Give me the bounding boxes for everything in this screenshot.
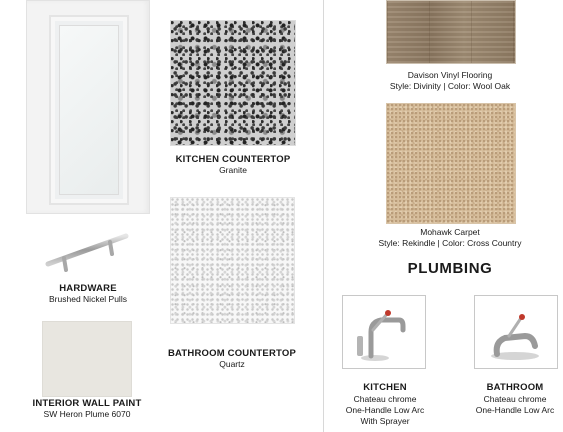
column-divider: [323, 0, 324, 432]
hardware-title: HARDWARE: [59, 283, 117, 294]
bathroom-faucet-line1: Chateau chrome: [483, 394, 547, 404]
kitchen-faucet-icon: [343, 296, 425, 368]
cabinet-door-image: [26, 0, 150, 214]
bathroom-faucet-icon: [475, 296, 557, 368]
paint-detail: SW Heron Plume 6070: [43, 409, 131, 419]
hardware-detail: Brushed Nickel Pulls: [49, 294, 127, 304]
kitchen-faucet-title: KITCHEN: [363, 382, 407, 393]
paint-title: INTERIOR WALL PAINT: [32, 398, 142, 409]
flooring-title: Davison Vinyl Flooring: [407, 70, 493, 80]
carpet-swatch: [386, 103, 516, 224]
vinyl-flooring-swatch: [386, 0, 516, 64]
paint-swatch: [42, 321, 132, 397]
carpet-detail: Style: Rekindle | Color: Cross Country: [378, 238, 522, 248]
granite-swatch: [170, 20, 296, 146]
quartz-swatch: [170, 197, 295, 324]
bathroom-countertop-title: BATHROOM COUNTERTOP: [167, 348, 296, 359]
kitchen-countertop-material: Granite: [219, 165, 247, 175]
kitchen-faucet-line3: With Sprayer: [360, 416, 410, 426]
bathroom-faucet-image: [474, 295, 558, 369]
cabinet-glass-panel: [59, 25, 119, 195]
plumbing-heading: PLUMBING: [407, 260, 493, 277]
kitchen-countertop-title: KITCHEN COUNTERTOP: [175, 154, 291, 165]
bathroom-countertop-material: Quartz: [219, 359, 245, 369]
kitchen-faucet-image: [342, 295, 426, 369]
kitchen-faucet-line2: One-Handle Low Arc: [345, 405, 425, 415]
bathroom-faucet-title: BATHROOM: [486, 382, 544, 393]
carpet-title: Mohawk Carpet: [420, 227, 480, 237]
kitchen-faucet-line1: Chateau chrome: [353, 394, 417, 404]
flooring-detail: Style: Divinity | Color: Wool Oak: [389, 81, 511, 91]
bathroom-faucet-line2: One-Handle Low Arc: [475, 405, 555, 415]
cabinet-frame: [49, 15, 129, 205]
bar-pull-icon: [42, 230, 134, 274]
